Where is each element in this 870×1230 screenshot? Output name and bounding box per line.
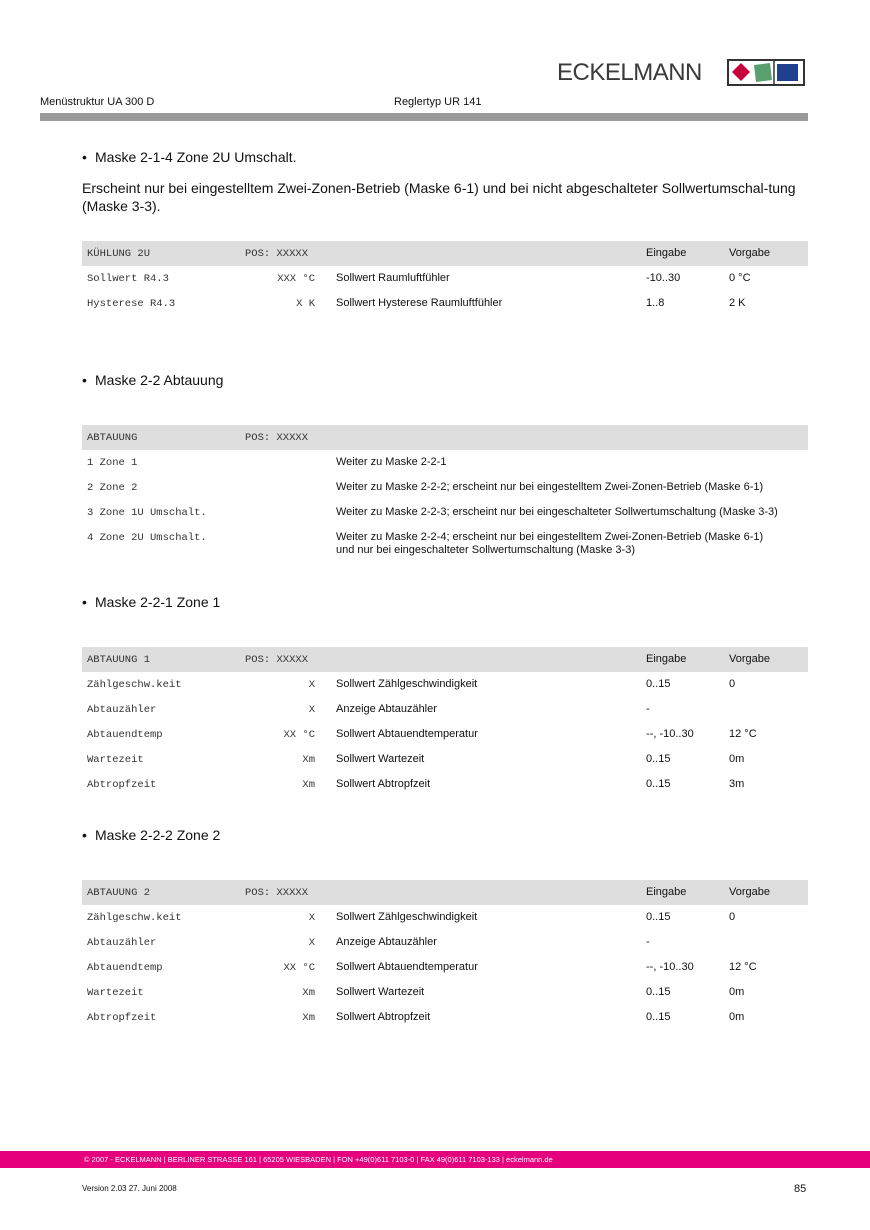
table-row: [82, 672, 808, 697]
param-desc: Anzeige Abtauzähler: [336, 936, 437, 948]
mask-name: ABTAUUNG 2: [87, 887, 151, 899]
bullet-icon: •: [82, 594, 87, 610]
param-value: XX °C: [283, 729, 315, 741]
param-desc: Sollwert Wartezeit: [336, 986, 425, 998]
mask-table-abtauung-1: [82, 647, 808, 797]
menu-entry: 4 Zone 2U Umschalt.: [87, 532, 207, 544]
col-eingabe: Eingabe: [646, 247, 687, 259]
param-name: Abtropfzeit: [87, 1012, 157, 1024]
param-desc: Sollwert Wartezeit: [336, 753, 425, 765]
section-title-2-2-1: • Maske 2-2-1 Zone 1: [82, 594, 221, 610]
param-vorgabe: 3m: [729, 778, 745, 790]
param-name: Zählgeschw.keit: [87, 912, 182, 924]
param-name: Sollwert R4.3: [87, 273, 169, 285]
param-value: Xm: [302, 754, 315, 766]
table-row: [82, 291, 808, 316]
param-vorgabe: 12 °C: [729, 961, 757, 973]
mask-pos: POS: XXXXX: [245, 432, 309, 444]
param-eingabe: --, -10..30: [646, 728, 694, 740]
logo-square-green: [754, 63, 772, 82]
table-row: [82, 955, 808, 980]
param-value: X K: [296, 298, 315, 310]
param-value: XXX °C: [277, 273, 315, 285]
logo-squares-icon: [729, 61, 803, 84]
col-eingabe: Eingabe: [646, 653, 687, 665]
param-name: Abtropfzeit: [87, 779, 157, 791]
param-vorgabe: 0: [729, 911, 736, 923]
col-vorgabe: Vorgabe: [729, 886, 770, 898]
table-row: [82, 500, 808, 525]
mask-name: ABTAUUNG 1: [87, 654, 151, 666]
table-row: [82, 1005, 808, 1030]
table-header: [82, 880, 808, 905]
table-row: [82, 905, 808, 930]
mask-pos: POS: XXXXX: [245, 887, 309, 899]
logo-square-blue: [777, 64, 798, 81]
section-description: Erscheint nur bei eingestelltem Zwei-Zonen-Betrieb (Maske 6-1) und bei nicht abgeschalteter Sollwertumschal-tung (Maske 3-3).: [82, 180, 796, 214]
menu-entry: 3 Zone 1U Umschalt.: [87, 507, 207, 519]
param-eingabe: 0..15: [646, 986, 671, 998]
param-name: Wartezeit: [87, 987, 144, 999]
table-row: [82, 475, 808, 500]
param-eingabe: --, -10..30: [646, 961, 694, 973]
param-value: X: [308, 704, 315, 716]
col-vorgabe: Vorgabe: [729, 247, 770, 259]
param-vorgabe: 12 °C: [729, 728, 757, 740]
logo-diamond-red: [732, 63, 750, 81]
param-vorgabe: 2 K: [729, 297, 746, 309]
table-row: [82, 697, 808, 722]
param-value: Xm: [302, 987, 315, 999]
param-desc: Anzeige Abtauzähler: [336, 703, 437, 715]
mask-table-abtauung-2: [82, 880, 808, 1030]
param-eingabe: 0..15: [646, 778, 671, 790]
param-name: Zählgeschw.keit: [87, 679, 182, 691]
bullet-icon: •: [82, 149, 87, 165]
section-title-2-2-2: • Maske 2-2-2 Zone 2: [82, 827, 221, 843]
mask-pos: POS: XXXXX: [245, 248, 309, 260]
logo-text: ECKELMANN: [557, 59, 702, 86]
param-eingabe: 0..15: [646, 911, 671, 923]
table-row: [82, 266, 808, 291]
controller-type: Reglertyp UR 141: [394, 96, 482, 108]
param-vorgabe: 0m: [729, 1011, 745, 1023]
param-vorgabe: 0: [729, 678, 736, 690]
table-row: [82, 525, 808, 562]
param-eingabe: -10..30: [646, 272, 681, 284]
param-name: Abtauzähler: [87, 704, 157, 716]
param-eingabe: 0..15: [646, 678, 671, 690]
param-desc: Sollwert Abtauendtemperatur: [336, 728, 478, 740]
mask-table-kuehlung-2u: [82, 241, 808, 316]
mask-name: ABTAUUNG: [87, 432, 138, 444]
col-vorgabe: Vorgabe: [729, 653, 770, 665]
param-name: Abtauendtemp: [87, 729, 163, 741]
param-eingabe: -: [646, 703, 650, 715]
table-row: [82, 450, 808, 475]
table-row: [82, 772, 808, 797]
param-desc: Sollwert Hysterese Raumluftfühler: [336, 297, 503, 309]
param-name: Hysterese R4.3: [87, 298, 176, 310]
table-row: [82, 722, 808, 747]
table-row: [82, 930, 808, 955]
bullet-icon: •: [82, 827, 87, 843]
logo-mark: [727, 59, 805, 86]
table-header: [82, 425, 808, 450]
param-eingabe: -: [646, 936, 650, 948]
mask-name: KÜHLUNG 2U: [87, 248, 151, 260]
footer-contact-bar: [0, 1151, 870, 1168]
menu-entry-desc: Weiter zu Maske 2-2-1: [336, 456, 447, 468]
table-header: [82, 241, 808, 266]
page-number: 85: [794, 1183, 807, 1195]
param-name: Wartezeit: [87, 754, 144, 766]
param-vorgabe: 0 °C: [729, 272, 751, 284]
table-row: [82, 980, 808, 1005]
param-name: Abtauzähler: [87, 937, 157, 949]
param-desc: Sollwert Zählgeschwindigkeit: [336, 678, 478, 690]
param-vorgabe: 0m: [729, 753, 745, 765]
bullet-icon: •: [82, 372, 87, 388]
param-value: X: [308, 937, 315, 949]
param-value: Xm: [302, 779, 315, 791]
table-header: [82, 647, 808, 672]
section-title-2-1-4: • Maske 2-1-4 Zone 2U Umschalt.: [82, 149, 297, 165]
col-eingabe: Eingabe: [646, 886, 687, 898]
param-value: Xm: [302, 1012, 315, 1024]
param-value: XX °C: [283, 962, 315, 974]
param-desc: Sollwert Abtropfzeit: [336, 1011, 431, 1023]
menu-entry: 2 Zone 2: [87, 482, 138, 494]
table-row: [82, 747, 808, 772]
header-divider: [40, 113, 808, 121]
mask-table-abtauung: [82, 425, 808, 562]
param-desc: Sollwert Abtauendtemperatur: [336, 961, 478, 973]
menu-entry-desc: Weiter zu Maske 2-2-3; erscheint nur bei eingeschalteter Sollwertumschaltung (Maske 3-3): [336, 506, 778, 518]
param-vorgabe: 0m: [729, 986, 745, 998]
doc-title: Menüstruktur UA 300 D: [40, 96, 155, 108]
param-desc: Sollwert Raumluftfühler: [336, 272, 450, 284]
mask-pos: POS: XXXXX: [245, 654, 309, 666]
param-name: Abtauendtemp: [87, 962, 163, 974]
section-title-2-2: • Maske 2-2 Abtauung: [82, 372, 224, 388]
param-eingabe: 0..15: [646, 753, 671, 765]
param-desc: Sollwert Abtropfzeit: [336, 778, 431, 790]
param-eingabe: 0..15: [646, 1011, 671, 1023]
param-value: X: [308, 679, 315, 691]
menu-entry-desc: Weiter zu Maske 2-2-4; erscheint nur bei eingestelltem Zwei-Zonen-Betrieb (Maske 6-1) und nur bei eingeschalteter Sollwertumschaltung (Maske 3-3): [336, 531, 764, 556]
footer-version: Version 2.03 27. Juni 2008: [82, 1184, 177, 1193]
param-eingabe: 1..8: [646, 297, 665, 309]
menu-entry: 1 Zone 1: [87, 457, 138, 469]
param-desc: Sollwert Zählgeschwindigkeit: [336, 911, 478, 923]
param-value: X: [308, 912, 315, 924]
footer-contact: © 2007 - ECKELMANN | BERLINER STRASSE 161 | 65205 WIESBADEN | FON +49(0)611 7103-0 | FAX 49(0)611 7103-133 | eckelmann.de: [84, 1155, 553, 1164]
menu-entry-desc: Weiter zu Maske 2-2-2; erscheint nur bei eingestelltem Zwei-Zonen-Betrieb (Maske 6-1): [336, 481, 764, 493]
